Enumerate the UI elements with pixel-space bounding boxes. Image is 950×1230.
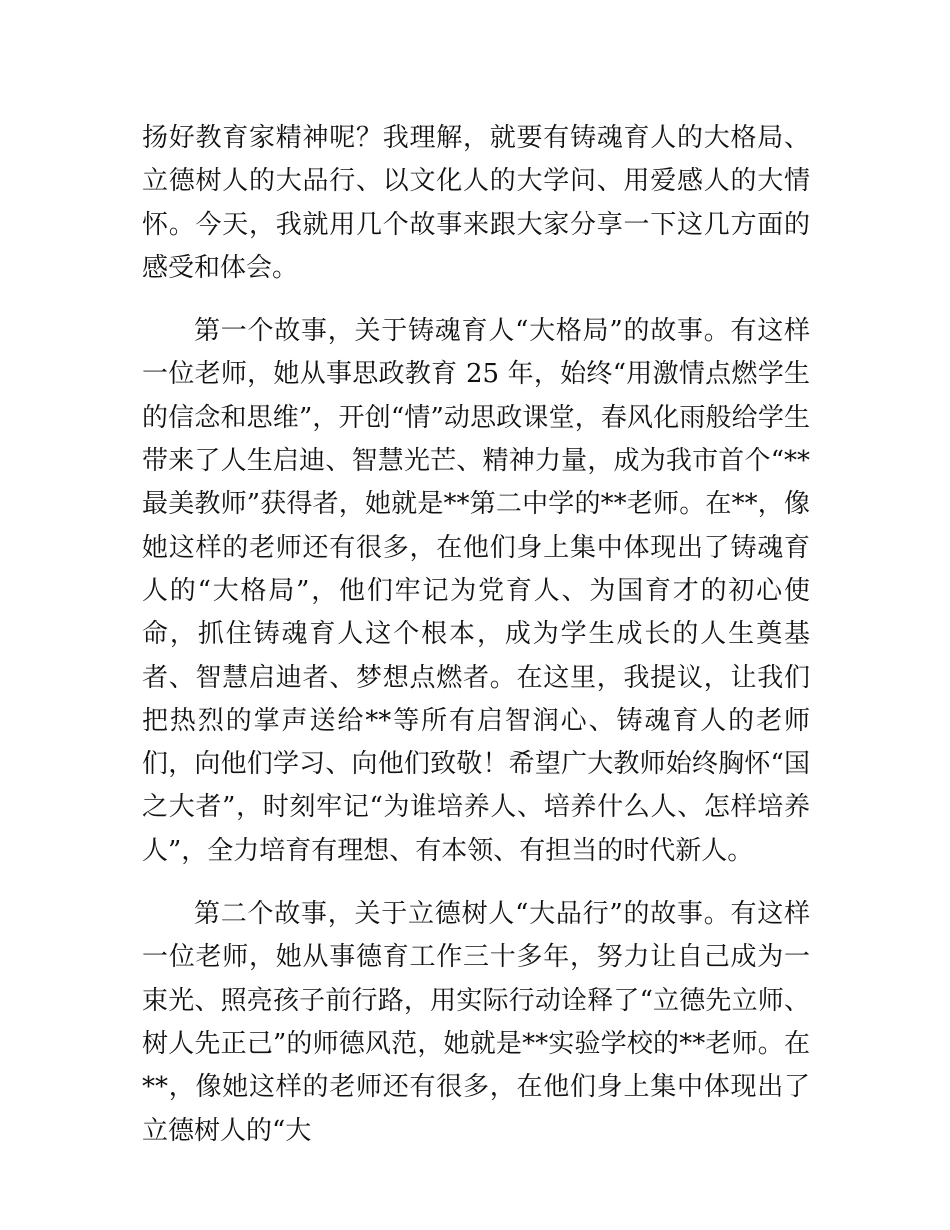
paragraph-second-story: 第二个故事，关于立德树人“大品行”的故事。有这样一位老师，她从事德育工作三十多年，努力让自己成为一束光、照亮孩子前行路，用实际行动诠释了“立德先立师、树人先正己”的师德风范，她就是**实验学校的**老师。在**，像她这样的老师还有很多，在他们身上集中体现出了立德树人的“大 (142, 899, 810, 1146)
paragraph-continuation: 扬好教育家精神呢？我理解，就要有铸魂育人的大格局、立德树人的大品行、以文化人的大学问、用爱感人的大情怀。今天，我就用几个故事来跟大家分享一下这几方面的感受和体会。 (142, 123, 810, 283)
document-body (142, 117, 810, 1153)
paragraph-first-story: 第一个故事，关于铸魂育人“大格局”的故事。有这样一位老师，她从事思政教育 25 年，始终“用激情点燃学生的信念和思维”，开创“情”动思政课堂，春风化雨般给学生带来了人生启迪、智慧光芒、精神力量，成为我市首个“**最美教师”获得者，她就是**第二中学的**老师。在**，像她这样的老师还有很多，在他们身上集中体现出了铸魂育人的“大格局”，他们牢记为党育人、为国育才的初心使命，抓住铸魂育人这个根本，成为学生成长的人生奠基者、智慧启迪者、梦想点燃者。在这里，我提议，让我们把热烈的掌声送给**等所有启智润心、铸魂育人的老师们，向他们学习、向他们致敬！希望广大教师始终胸怀“国之大者”，时刻牢记“为谁培养人、培养什么人、怎样培养人”，全力培育有理想、有本领、有担当的时代新人。 (142, 316, 810, 866)
